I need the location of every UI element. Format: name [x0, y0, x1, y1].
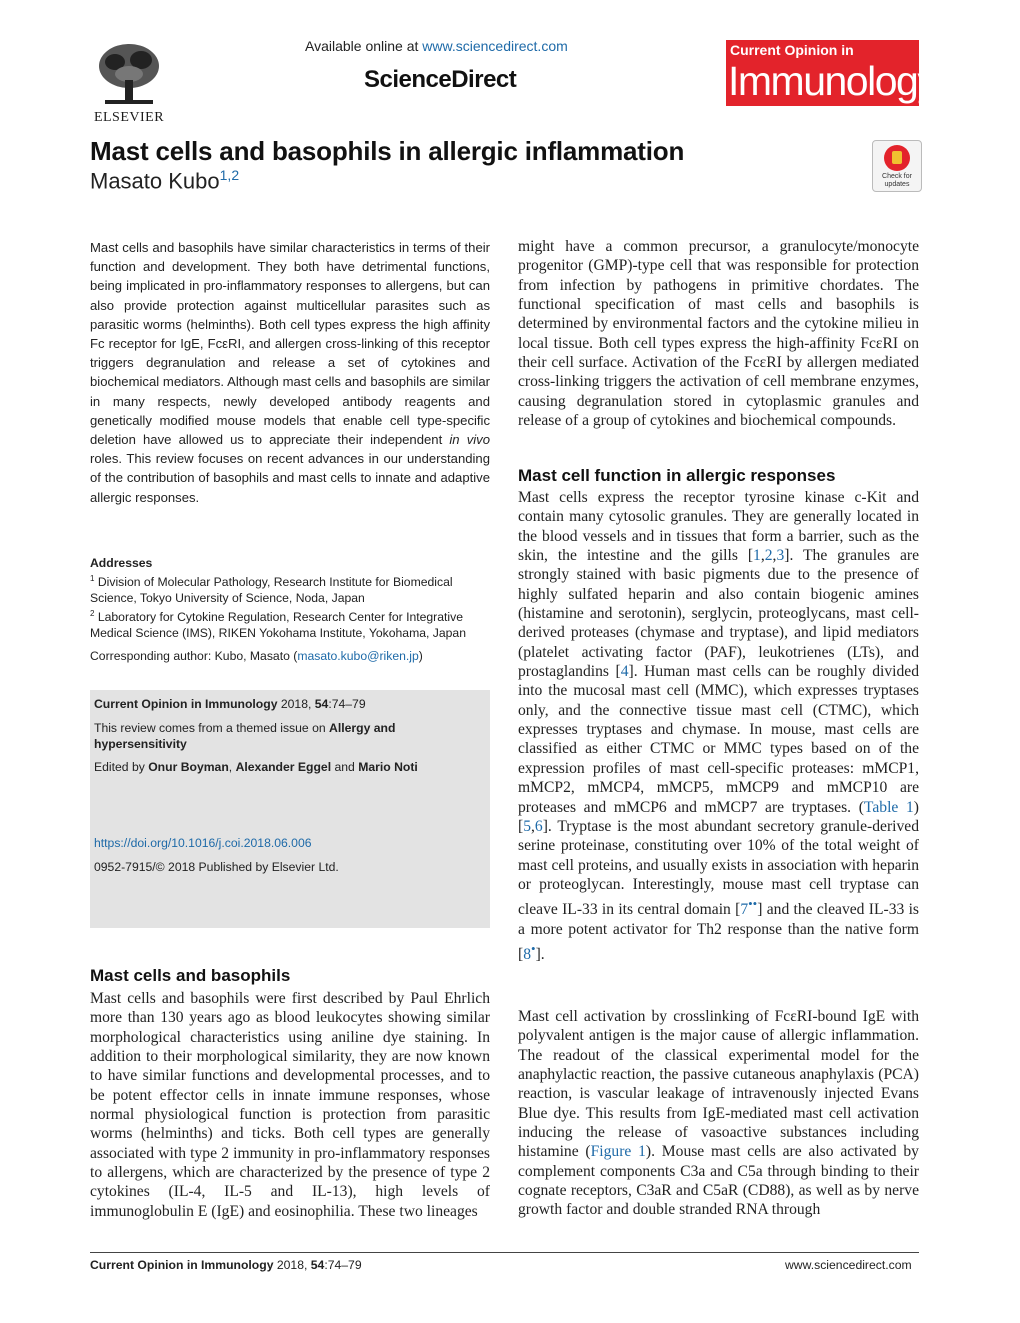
reference-link[interactable]: 7 — [740, 901, 749, 919]
reference-link[interactable]: 3 — [776, 547, 785, 565]
elsevier-logo — [88, 40, 170, 128]
section1-continuation: might have a common precursor, a granulocyte/monocyte progenitor (GMP)-type cell that was responsible for protection from infection by pathogens in primitive chordates. The functional specification of mast cells and basophils is determined by environmental factors and the cytokine milieu in local tissue. Both cell types express the high-affinity FcεRI on their cell surface. Activation of the FcεRI by allergen mediated cross-linking triggers the activation of cell membrane enzymes, causing degranulation stored in cytoplasmic granules and release of a group of cytokines and biochemical compounds. — [518, 238, 919, 430]
check-updates-icon — [884, 145, 910, 171]
themed-issue-line: This review comes from a themed issue on Allergy and hypersensitivity — [94, 721, 396, 751]
section2-paragraph1: Mast cells express the receptor tyrosine kinase c-Kit and contain many cytosolic granules. They are generally located in the blood vessels and in tissues that form a barrier, such as the skin, the intestine and the gills [1,2,3]. The granules are strongly stained with basic pigments due to the presence of highly sulfated heparin and also contain biogenic amines (histamine and serotonin), serglycin, proteoglycans, mast cell-derived proteases (chymase and tryptase), and lipid mediators (platelet activating factor (PAF), leukotrienes (LTs), and prostaglandins [4]. Human mast cells can be roughly divided into the mucosal mast cell (MMC), which expresses tryptases only, and the connective tissue mast cell (CTMC), which expresses tryptases and chymase. In mouse, mast cells are classified as either CTMC or MMC types based on of the expression profiles of mast cell-specific proteases: mMCP1, mMCP2, mMCP4, mMCP5, mMCP9 and mMCP10 are proteases and mMCP6 and mMCP7 are tryptases. (Table 1) [5,6]. Tryptase is the most abundant secretory granule-derived serine proteinase, constituting over 10% of the total weight of mast cell proteins, and usually exists in association with heparin or proteoglycan. Interestingly, mouse mast cell tryptase can cleave IL-33 in its central domain [7••] and the cleaved IL-33 is a more potent activator for Th2 response than the native form [8•]. — [518, 489, 919, 964]
address-item: $^1$ Division of Molecular Pathology, Research Institute for Biomedical Science, Tokyo University of Science, Noda, Japan — [90, 574, 453, 606]
check-for-updates-button[interactable] — [872, 140, 922, 192]
journal-brand[interactable] — [726, 40, 937, 106]
article-author: Masato Kubo$^{1,2}$ — [90, 167, 240, 194]
sciencedirect-brand: ScienceDirect — [364, 66, 517, 93]
section-heading-mast-cell-function: Mast cell function in allergic responses — [518, 466, 836, 485]
abstract: Mast cells and basophils have similar characteristics in terms of their function and development. They both have detrimental functions, being implicated in pro-inflammatory responses to allergens, but can also provide protection against multicellular parasites such as parasitic worms (helminths). Both cell types express the high affinity Fc receptor for IgE, FcεRI, and allergen cross-linking of this receptor triggers degranulation and release a set of cytokines and biochemical mediators. Although mast cells and basophils are similar in many respects, newly developed antibody reagents and genetically modified mouse models that enable cell type-specific deletion have allowed us to appreciate their independent in vivo roles. This review focuses on recent advances in our understanding of the contribution of basophils and mast cells to innate and adaptive allergic responses. — [90, 240, 490, 505]
reference-link[interactable]: 5 — [523, 817, 531, 835]
journal-brand-line2: Immunology — [728, 58, 937, 104]
reference-link[interactable]: 2 — [764, 547, 773, 565]
addresses — [90, 555, 490, 641]
article-info-box — [90, 690, 490, 928]
doi-line — [94, 836, 480, 852]
table-link[interactable]: Table 1 — [863, 798, 914, 816]
copyright-line: 0952-7915/© 2018 Published by Elsevier Ltd. — [94, 860, 339, 874]
edited-by-line: Edited by Onur Boyman, Alexander Eggel and Mario Noti — [94, 760, 418, 774]
figure-link[interactable]: Figure 1 — [590, 1143, 646, 1161]
citation-line: Current Opinion in Immunology 2018, 54:74–79 — [94, 697, 366, 711]
reference-link[interactable]: 6 — [534, 817, 543, 835]
footer-citation: Current Opinion in Immunology 2018, 54:74–79 — [90, 1258, 362, 1272]
reference-link[interactable]: 1 — [753, 547, 761, 565]
address-item: $^2$ Laboratory for Cytokine Regulation, Research Center for Integrative Medical Science (IMS), RIKEN Yokohama Institute, Yokohama, Japan — [90, 609, 466, 641]
section1-paragraph: Mast cells and basophils were first described by Paul Ehrlich more than 130 years ago as blood leukocytes showing similar morphological characteristics using aniline dye staining. In addition to their morphological similarity, they are now known to have similar functions and developmental processes, and to be potent effector cells in innate immune responses, whose normal physiological function is protection from parasitic worms (helminths) and ticks. Both cell types are generally associated with type 2 immunity in pro-inflammatory responses to allergens, which are characterized by the presence of type 2 cytokines (IL-4, IL-5 and IL-13), high levels of immunoglobulin E (IgE) and eosinophilia. These two lineages — [90, 990, 490, 1220]
reference-mark: • — [531, 941, 536, 957]
elsevier-tree-icon — [95, 40, 163, 108]
section2-paragraph2: Mast cell activation by crosslinking of FcεRI-bound IgE with polyvalent antigen is the major cause of allergic inflammation. The readout of the classical experimental model for the anaphylactic reaction, the passive cutaneous anaphylaxis (PCA) reaction, is vascular leakage of intravenously injected Evans Blue dye. This results from IgE-mediated mast cell activation inducing the release of vasoactive substances including histamine (Figure 1). Mouse mast cells are also activated by complement components C3a and C5a through binding to their cognate receptors, C3aR and C5aR (CD88), as well as by nerve growth factor and double stranded RNA through — [518, 1008, 919, 1219]
author-affiliation[interactable]: 1,2 — [219, 167, 240, 183]
check-updates-label: Check for updates — [882, 173, 912, 188]
reference-link[interactable]: 8 — [523, 946, 531, 964]
publisher-name: ELSEVIER — [93, 110, 165, 125]
article-title: Mast cells and basophils in allergic inflammation — [90, 136, 685, 166]
addresses-heading: Addresses — [90, 556, 153, 570]
reference-link[interactable]: 4 — [620, 663, 629, 681]
sciencedirect-link[interactable]: www.sciencedirect.com — [422, 38, 568, 54]
corresponding-author: Corresponding author: Kubo, Masato (masato.kubo@riken.jp) — [90, 649, 423, 663]
journal-brand-line1: Current Opinion in — [730, 42, 854, 58]
reference-mark: •• — [748, 896, 758, 912]
author-email-link[interactable]: masato.kubo@riken.jp — [297, 649, 419, 663]
footer-divider — [90, 1252, 919, 1253]
footer-site: www.sciencedirect.com — [785, 1258, 912, 1272]
available-online: Available online at www.sciencedirect.com — [305, 38, 568, 54]
doi-link[interactable]: https://doi.org/10.1016/j.coi.2018.06.006 — [94, 836, 312, 850]
section-heading-mast-cells-and-basophils: Mast cells and basophils — [90, 966, 291, 985]
